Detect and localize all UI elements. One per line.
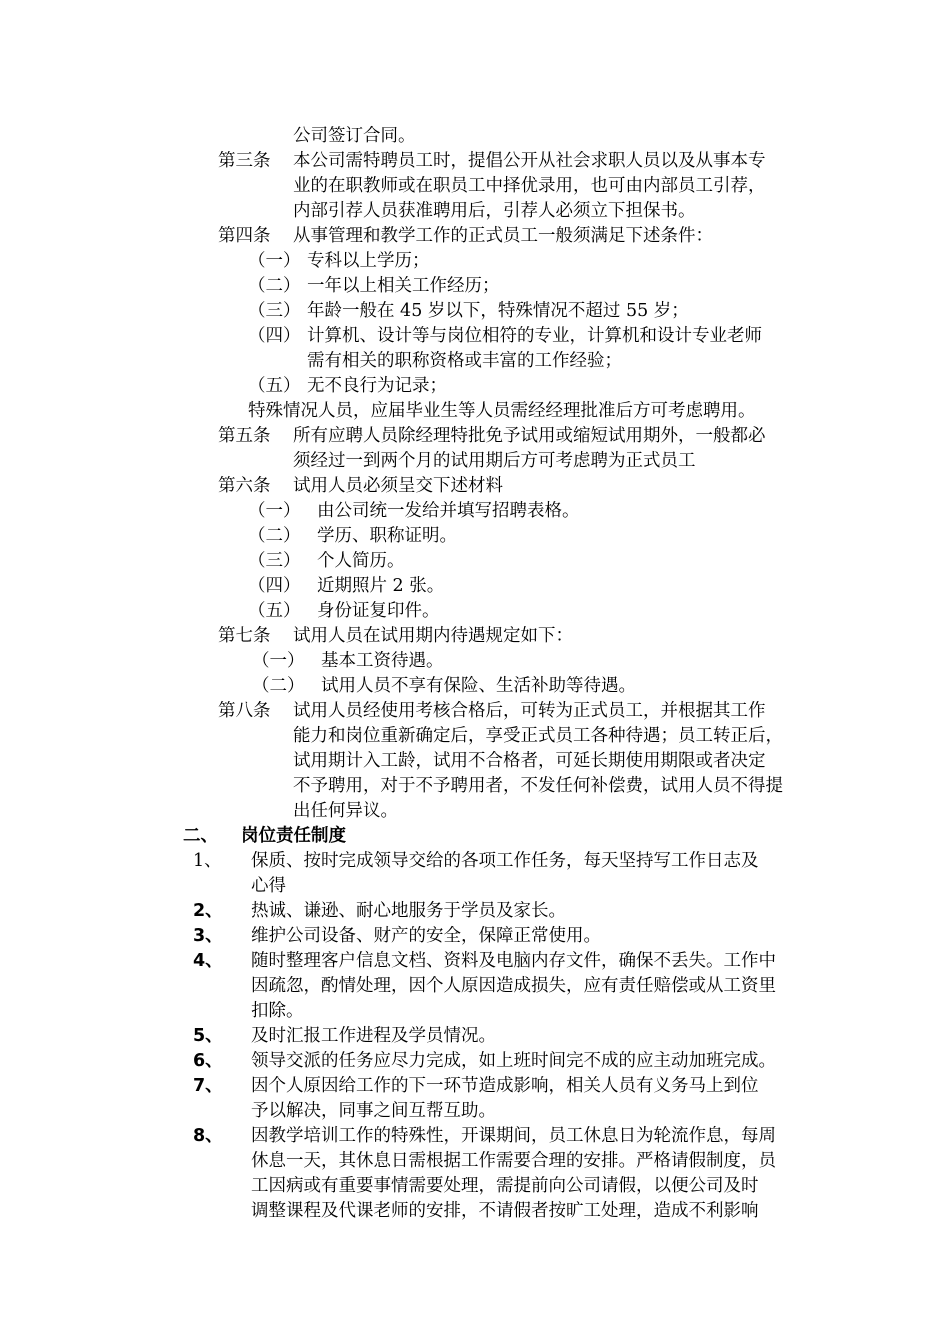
article-7-label: 第七条 [218,626,271,646]
duty-item-text: 工因病或有重要事情需要处理，需提前向公司请假，以便公司及时 [251,1176,759,1196]
duty-item-text: 因个人原因给工作的下一环节造成影响，相关人员有义务马上到位 [251,1076,759,1096]
section-title: 岗位责任制度 [241,826,346,846]
article-3-label: 第三条 [218,151,271,171]
duty-item-num: 2、 [193,901,223,921]
duty-item-text: 休息一天，其休息日需根据工作需要合理的安排。严格请假制度，员 [251,1151,776,1171]
article-4-item-num: （二） [248,276,301,296]
duty-item-text: 因疏忽，酌情处理，因个人原因造成损失，应有责任赔偿或从工资里 [251,976,776,996]
article-6-line: 试用人员必须呈交下述材料 [293,476,503,496]
duty-item-text: 热诚、谦逊、耐心地服务于学员及家长。 [251,901,566,921]
article-4-item-text: 计算机、设计等与岗位相符的专业，计算机和设计专业老师 [307,326,762,346]
duty-item-text: 心得 [251,876,286,896]
article-6-item-text: 近期照片 2 张。 [317,576,445,596]
article-8-line: 能力和岗位重新确定后，享受正式员工各种待遇；员工转正后， [293,726,783,746]
article-8-label: 第八条 [218,701,271,721]
article-6-label: 第六条 [218,476,271,496]
duty-item-text: 及时汇报工作进程及学员情况。 [251,1026,496,1046]
article-4-item-num: （一） [248,251,301,271]
article-5-line: 所有应聘人员除经理特批免予试用或缩短试用期外，一般都必 [293,426,766,446]
duty-item-num: 1、 [193,851,222,871]
article-4-item-text: 一年以上相关工作经历； [307,276,500,296]
duty-item-text: 随时整理客户信息文档、资料及电脑内存文件，确保不丢失。工作中 [251,951,776,971]
duty-item-text: 领导交派的任务应尽力完成，如上班时间完不成的应主动加班完成。 [251,1051,776,1071]
article-7-item-num: （一） [252,651,305,671]
article-4-item-num: （三） [248,301,301,321]
article-4-item-text: 无不良行为记录； [307,376,447,396]
article-7-item-text: 基本工资待遇。 [321,651,444,671]
article-8-line: 试用人员经使用考核合格后，可转为正式员工，并根据其工作 [293,701,766,721]
article-6-item-num: （一） [248,501,301,521]
duty-item-num: 6、 [193,1051,223,1071]
duty-item-num: 5、 [193,1026,223,1046]
article-3-line: 内部引荐人员获准聘用后，引荐人必须立下担保书。 [293,201,696,221]
duty-item-text: 保质、按时完成领导交给的各项工作任务，每天坚持写工作日志及 [251,851,759,871]
article-4-note: 特殊情况人员，应届毕业生等人员需经经理批准后方可考虑聘用。 [248,401,756,421]
article-4-line: 从事管理和教学工作的正式员工一般须满足下述条件： [293,226,713,246]
duty-item-text: 扣除。 [251,1001,304,1021]
article-7-item-num: （二） [252,676,305,696]
article-6-item-text: 身份证复印件。 [317,601,440,621]
section-number: 二、 [183,826,218,846]
article-8-line: 出任何异议。 [293,801,398,821]
article-5-line: 须经过一到两个月的试用期后方可考虑聘为正式员工 [293,451,696,471]
article-4-label: 第四条 [218,226,271,246]
article-7-item-text: 试用人员不享有保险、生活补助等待遇。 [321,676,636,696]
article-3-line: 本公司需特聘员工时，提倡公开从社会求职人员以及从事本专 [293,151,766,171]
intro-tail-line: 公司签订合同。 [293,126,416,146]
article-6-item-num: （二） [248,526,301,546]
duty-item-text: 予以解决，同事之间互帮互助。 [251,1101,496,1121]
article-5-label: 第五条 [218,426,271,446]
duty-item-num: 8、 [193,1126,223,1146]
article-4-item-text: 年龄一般在 45 岁以下，特殊情况不超过 55 岁； [307,301,689,321]
article-6-item-text: 个人简历。 [317,551,405,571]
article-4-item-num: （四） [248,326,301,346]
article-4-item-text: 专科以上学历； [307,251,430,271]
article-6-item-num: （五） [248,601,301,621]
duty-item-text: 维护公司设备、财产的安全，保障正常使用。 [251,926,601,946]
article-4-item-num: （五） [248,376,301,396]
article-6-item-num: （三） [248,551,301,571]
duty-item-text: 因教学培训工作的特殊性，开课期间，员工休息日为轮流作息，每周 [251,1126,776,1146]
duty-item-text: 调整课程及代课老师的安排，不请假者按旷工处理，造成不利影响 [251,1201,759,1221]
article-7-line: 试用人员在试用期内待遇规定如下： [293,626,573,646]
duty-item-num: 7、 [193,1076,223,1096]
article-3-line: 业的在职教师或在职员工中择优录用，也可由内部员工引荐， [293,176,766,196]
article-4-item-text: 需有相关的职称资格或丰富的工作经验； [307,351,622,371]
article-8-line: 不予聘用，对于不予聘用者，不发任何补偿费，试用人员不得提 [293,776,783,796]
article-6-item-text: 学历、职称证明。 [317,526,457,546]
article-6-item-num: （四） [248,576,301,596]
duty-item-num: 3、 [193,926,223,946]
article-8-line: 试用期计入工龄，试用不合格者，可延长期使用期限或者决定 [293,751,766,771]
article-6-item-text: 由公司统一发给并填写招聘表格。 [317,501,580,521]
duty-item-num: 4、 [193,951,223,971]
